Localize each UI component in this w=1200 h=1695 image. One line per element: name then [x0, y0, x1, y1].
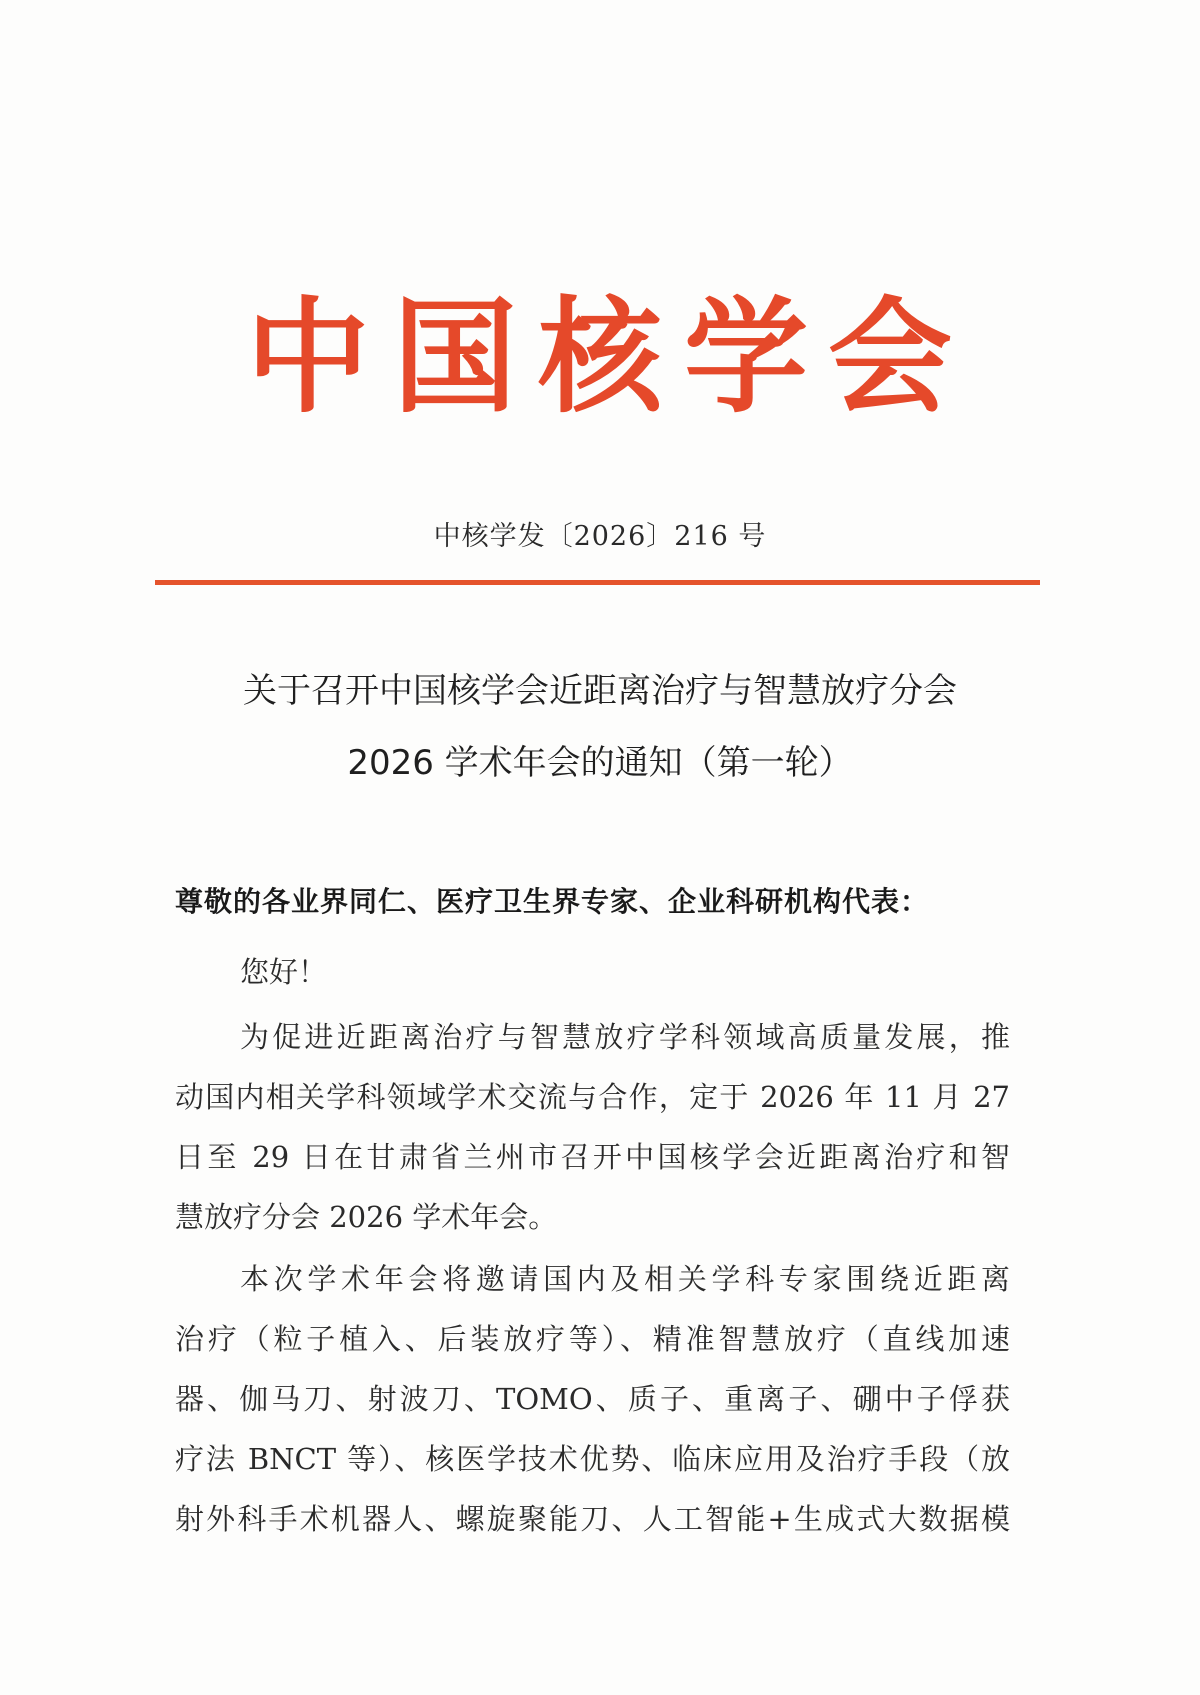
masthead-char: 学 — [683, 285, 808, 430]
paragraph-2-line: 器、伽马刀、射波刀、TOMO、质子、重离子、硼中子俘获 — [175, 1382, 1010, 1416]
salutation: 尊敬的各业界同仁、医疗卫生界专家、企业科研机构代表： — [175, 885, 930, 918]
red-divider — [155, 580, 1040, 585]
paragraph-1-line: 动国内相关学科领域学术交流与合作，定于 2026 年 11 月 27 — [175, 1080, 1010, 1114]
paragraph-1-line: 为促进近距离治疗与智慧放疗学科领域高质量发展，推 — [240, 1020, 1010, 1054]
masthead — [0, 285, 1200, 438]
document-title-line-1: 关于召开中国核学会近距离治疗与智慧放疗分会 — [243, 671, 957, 711]
masthead-char: 国 — [392, 285, 517, 430]
paragraph-2-line: 本次学术年会将邀请国内及相关学科专家围绕近距离 — [240, 1262, 1010, 1296]
masthead-char: 核 — [537, 285, 662, 430]
document-title-line-2: 2026 学术年会的通知（第一轮） — [347, 743, 853, 783]
masthead-char: 会 — [827, 285, 952, 430]
paragraph-2-line: 射外科手术机器人、螺旋聚能刀、人工智能+生成式大数据模 — [175, 1502, 1010, 1536]
document-number: 中核学发〔2026〕216 号 — [433, 521, 767, 552]
paragraph-2-line: 疗法 BNCT 等）、核医学技术优势、临床应用及治疗手段（放 — [175, 1442, 1010, 1476]
masthead-char: 中 — [245, 285, 370, 430]
greeting: 您好！ — [240, 955, 328, 989]
paragraph-1-line: 日至 29 日在甘肃省兰州市召开中国核学会近距离治疗和智 — [175, 1140, 1010, 1174]
paragraph-2-line: 治疗（粒子植入、后装放疗等）、精准智慧放疗（直线加速 — [175, 1322, 1010, 1356]
paragraph-1-line: 慧放疗分会 2026 学术年会。 — [175, 1200, 558, 1234]
